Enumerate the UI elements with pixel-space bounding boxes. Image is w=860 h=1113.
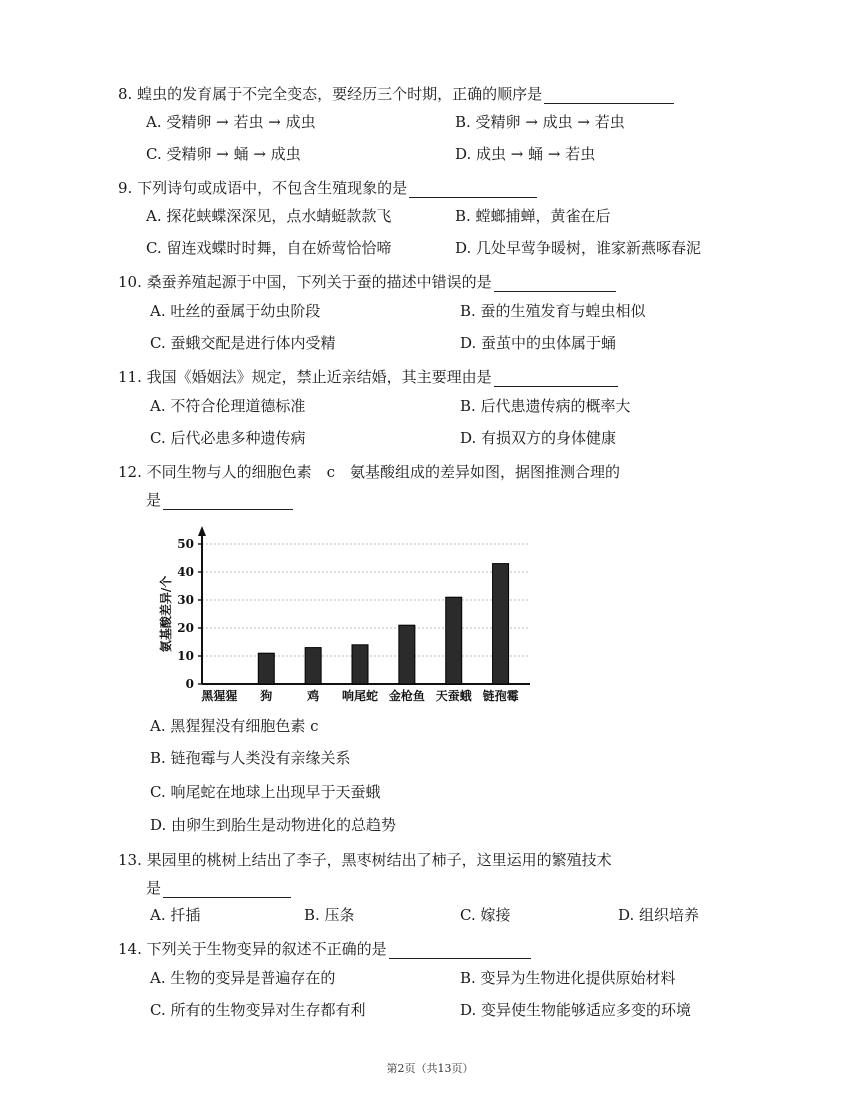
x-tick-label: 响尾蛇 bbox=[341, 689, 379, 703]
question-12-option-c: C. 响尾蛇在地球上出现早于天蚕蛾 bbox=[150, 783, 381, 801]
amino-acid-difference-chart bbox=[152, 522, 532, 708]
question-13-stem bbox=[118, 850, 612, 870]
question-8-text: 8. 蝗虫的发育属于不完全变态，要经历三个时期，正确的顺序是 bbox=[118, 85, 543, 103]
question-9-option-a: A. 探花蛱蝶深深见，点水蜻蜓款款飞 bbox=[146, 207, 392, 225]
question-13-option-a: A. 扦插 bbox=[150, 906, 201, 924]
question-11-option-c: C. 后代必患多种遗传病 bbox=[150, 429, 306, 447]
chart-svg bbox=[152, 522, 532, 708]
question-11-option-a: A. 不符合伦理道德标准 bbox=[150, 397, 306, 415]
question-10-option-c: C. 蚕蛾交配是进行体内受精 bbox=[150, 334, 336, 352]
y-tick-label: 10 bbox=[177, 649, 194, 663]
bar-5 bbox=[446, 597, 462, 684]
question-10-option-b: B. 蚕的生殖发育与蝗虫相似 bbox=[460, 302, 646, 320]
question-13-text: 13. 果园里的桃树上结出了李子，黑枣树结出了柿子，这里运用的繁殖技术 bbox=[118, 851, 612, 869]
y-tick-label: 30 bbox=[177, 593, 194, 607]
answer-blank[interactable] bbox=[389, 942, 531, 959]
question-11-option-b: B. 后代患遗传病的概率大 bbox=[460, 397, 631, 415]
question-8-option-a: A. 受精卵 → 若虫 → 成虫 bbox=[146, 113, 316, 131]
y-tick-label: 0 bbox=[185, 677, 194, 691]
question-10-stem bbox=[118, 272, 616, 292]
question-10-text: 10. 桑蚕养殖起源于中国，下列关于蚕的描述中错误的是 bbox=[118, 273, 492, 291]
y-tick-label: 40 bbox=[177, 565, 194, 579]
x-tick-label: 金枪鱼 bbox=[388, 689, 425, 703]
question-11-text: 11. 我国《婚姻法》规定，禁止近亲结婚，其主要理由是 bbox=[118, 368, 492, 386]
question-11-stem bbox=[118, 367, 618, 387]
answer-blank[interactable] bbox=[494, 370, 618, 387]
answer-blank[interactable] bbox=[494, 275, 616, 292]
question-12-stem bbox=[118, 462, 620, 482]
bar-6 bbox=[493, 564, 509, 684]
question-10-option-a: A. 吐丝的蚕属于幼虫阶段 bbox=[150, 302, 321, 320]
question-12-text: 12. 不同生物与人的细胞色素 c 氨基酸组成的差异如图，据图推测合理的 bbox=[118, 463, 621, 481]
question-9-option-b: B. 螳螂捕蝉，黄雀在后 bbox=[455, 207, 611, 225]
question-11-option-d: D. 有损双方的身体健康 bbox=[460, 429, 617, 447]
question-8-stem bbox=[118, 84, 674, 104]
answer-blank[interactable] bbox=[544, 87, 674, 104]
question-12-stem-line2 bbox=[146, 490, 293, 510]
question-9-stem bbox=[118, 178, 537, 198]
question-13-option-c: C. 嫁接 bbox=[460, 906, 511, 924]
question-13-text-2: 是 bbox=[146, 879, 162, 897]
question-12-option-b: B. 链孢霉与人类没有亲缘关系 bbox=[150, 749, 351, 767]
page-footer: 第2页（共13页） bbox=[386, 1062, 474, 1075]
question-13-stem-line2 bbox=[146, 878, 291, 898]
bar-2 bbox=[305, 648, 321, 684]
question-14-option-b: B. 变异为生物进化提供原始材料 bbox=[460, 969, 676, 987]
question-14-option-c: C. 所有的生物变异对生存都有利 bbox=[150, 1001, 366, 1019]
question-14-option-d: D. 变异使生物能够适应多变的环境 bbox=[460, 1001, 692, 1019]
bar-1 bbox=[258, 653, 274, 684]
question-9-option-c: C. 留连戏蝶时时舞，自在娇莺恰恰啼 bbox=[146, 239, 392, 257]
bar-3 bbox=[352, 645, 368, 684]
y-axis-arrow bbox=[198, 526, 206, 536]
question-9-text: 9. 下列诗句或成语中，不包含生殖现象的是 bbox=[118, 179, 408, 197]
y-tick-label: 20 bbox=[177, 621, 194, 635]
answer-blank[interactable] bbox=[409, 181, 537, 198]
question-10-option-d: D. 蚕茧中的虫体属于蛹 bbox=[460, 334, 617, 352]
bar-4 bbox=[399, 625, 415, 684]
x-tick-label: 狗 bbox=[260, 689, 273, 703]
question-14-text: 14. 下列关于生物变异的叙述不正确的是 bbox=[118, 940, 387, 958]
x-tick-label: 鸡 bbox=[307, 689, 320, 703]
y-tick-label: 50 bbox=[177, 537, 194, 551]
question-14-stem bbox=[118, 939, 531, 959]
question-14-option-a: A. 生物的变异是普遍存在的 bbox=[150, 969, 336, 987]
question-8-option-c: C. 受精卵 → 蛹 → 成虫 bbox=[146, 145, 301, 163]
question-12-option-d: D. 由卵生到胎生是动物进化的总趋势 bbox=[150, 816, 397, 834]
question-9-option-d: D. 几处早莺争暖树，谁家新燕啄春泥 bbox=[455, 239, 702, 257]
question-8-option-d: D. 成虫 → 蛹 → 若虫 bbox=[455, 145, 596, 163]
question-8-option-b: B. 受精卵 → 成虫 → 若虫 bbox=[455, 113, 625, 131]
answer-blank[interactable] bbox=[163, 881, 291, 898]
answer-blank[interactable] bbox=[163, 493, 293, 510]
question-13-option-b: B. 压条 bbox=[304, 906, 355, 924]
x-tick-label: 天蚕蛾 bbox=[435, 689, 472, 703]
x-tick-label: 黑猩猩 bbox=[201, 689, 238, 703]
x-tick-label: 链孢霉 bbox=[482, 689, 519, 703]
question-13-option-d: D. 组织培养 bbox=[618, 906, 700, 924]
y-axis-label: 氨基酸差异/个 bbox=[159, 575, 173, 653]
question-12-text-2: 是 bbox=[146, 491, 162, 509]
question-12-option-a: A. 黑猩猩没有细胞色素 c bbox=[150, 717, 319, 735]
